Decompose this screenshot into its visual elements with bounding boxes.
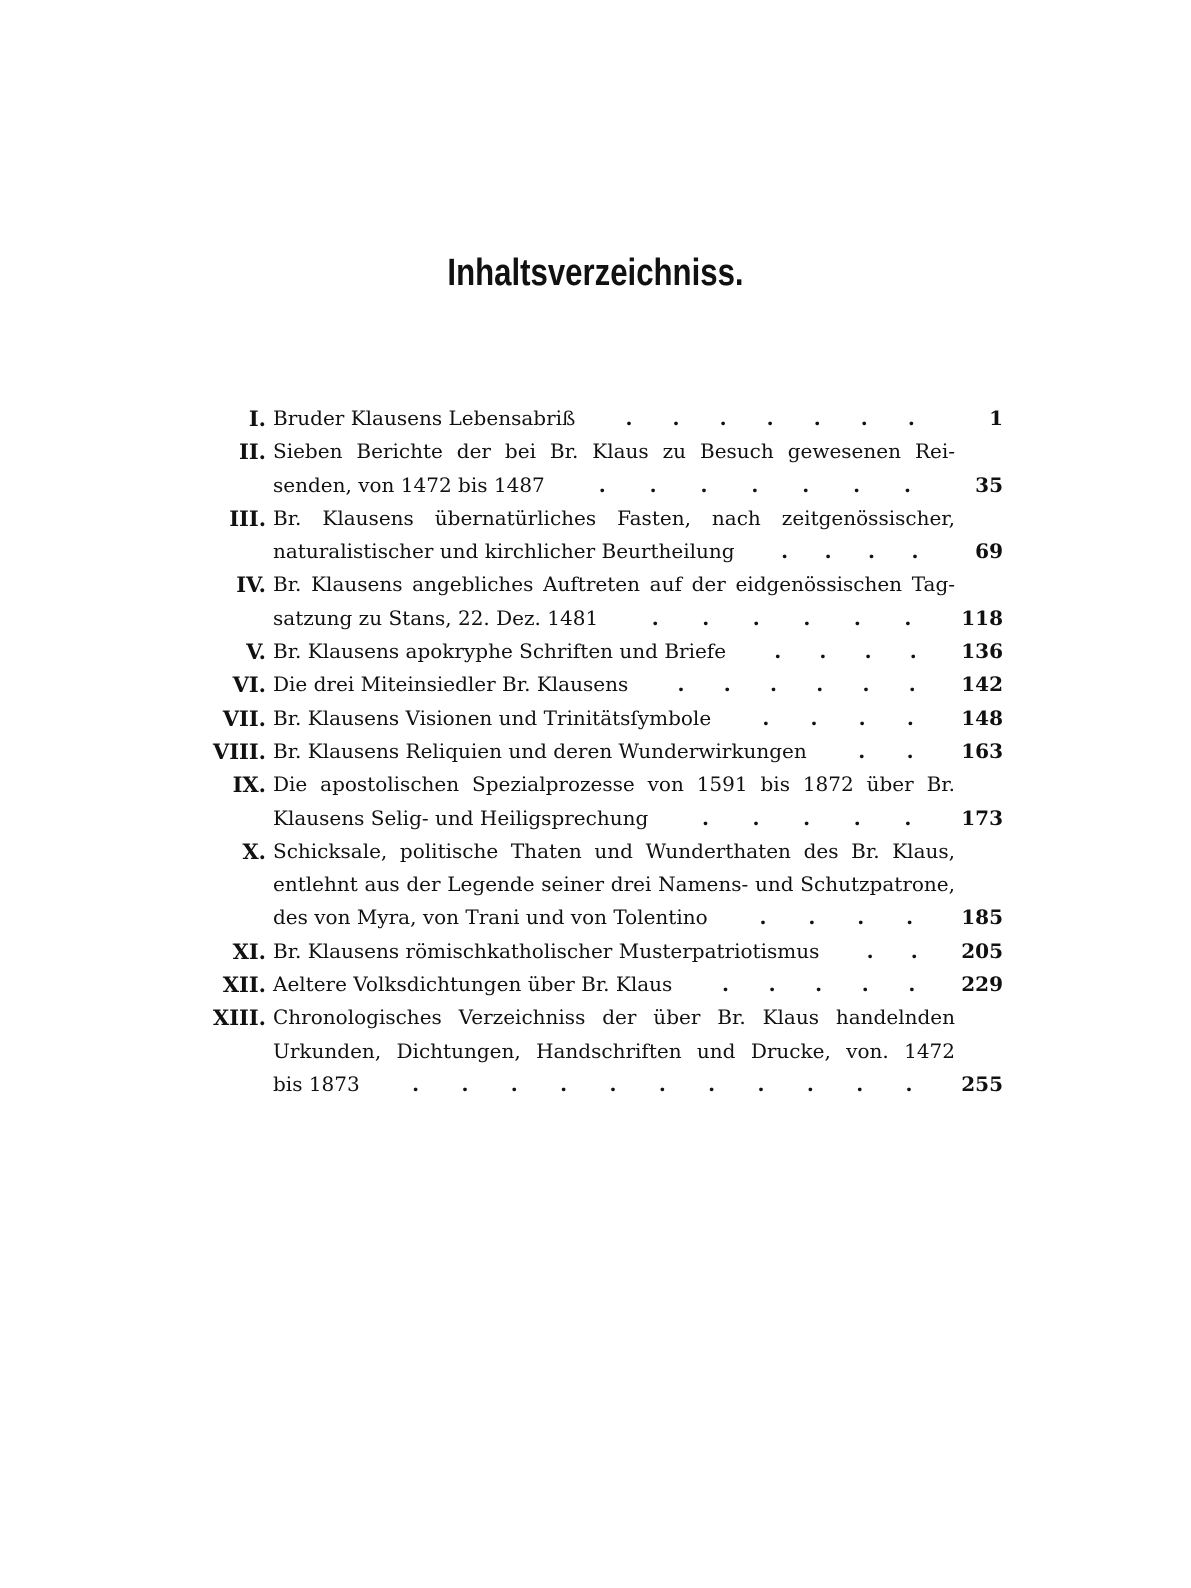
chapter-title-last-line: [273, 901, 955, 934]
toc-line: [200, 469, 1030, 502]
toc-line: [200, 868, 1030, 901]
toc-entry: [200, 402, 1030, 435]
chapter-title-line: senden, von 1472 bis 1487: [273, 472, 545, 497]
page-number: 118: [961, 605, 1003, 630]
page-number: 142: [961, 672, 1003, 697]
chapter-numeral: X.: [242, 838, 266, 864]
toc-line: [200, 735, 1030, 768]
toc-line: [200, 602, 1030, 635]
chapter-numeral: I.: [248, 406, 266, 431]
chapter-title-line: Br. Klausens apokryphe Schriften und Briefe: [273, 639, 727, 664]
chapter-title-line: naturalistischer und kirchlicher Beurtheilung: [273, 539, 735, 564]
chapter-title-line: Sieben Berichte der bei Br. Klaus zu Besuch gewesenen Rei-: [273, 439, 955, 464]
dot-leader: . . . . . . .: [598, 472, 912, 497]
chapter-numeral: II.: [239, 439, 266, 465]
chapter-title-line: Br. Klausens angebliches Auftreten auf der eidgenössischen Tag-: [273, 572, 955, 597]
toc-entry: [200, 835, 1030, 935]
toc-entry: [200, 635, 1030, 668]
chapter-numeral: XI.: [232, 938, 266, 964]
chapter-title-line: Br. Klausens übernatürliches Fasten, nach zeitgenössischer,: [273, 505, 955, 530]
toc-line: [200, 802, 1030, 835]
page-number: 69: [975, 539, 1003, 564]
toc-entry: [200, 702, 1030, 735]
dot-leader: . . . .: [759, 905, 914, 930]
toc-line: [200, 402, 1030, 435]
toc-entry: [200, 568, 1030, 635]
toc-line: [200, 901, 1030, 934]
chapter-title-line: des von Myra, von Trani und von Tolentino: [273, 905, 708, 930]
toc-line: [200, 635, 1030, 668]
page-number: 255: [961, 1071, 1003, 1096]
dot-leader: . . . . .: [721, 972, 916, 997]
chapter-numeral: XIII.: [212, 1005, 266, 1031]
chapter-numeral: VII.: [222, 705, 266, 731]
chapter-title-line: Aeltere Volksdichtungen über Br. Klaus: [273, 972, 673, 997]
toc-line: [200, 768, 1030, 801]
chapter-title-last-line: [273, 668, 955, 701]
table-of-contents: [200, 402, 1030, 1101]
toc-line: [200, 1068, 1030, 1101]
chapter-numeral: IV.: [236, 572, 266, 598]
chapter-title-line: Br. Klausens Visionen und Trinitätsſymbole: [273, 705, 712, 730]
dot-leader: . . . . . .: [677, 672, 916, 697]
page-number: 136: [961, 639, 1003, 664]
dot-leader: . . . .: [774, 639, 917, 664]
toc-line: [200, 568, 1030, 601]
page-number: 35: [975, 472, 1003, 497]
dot-leader: . . . . . . . . . . .: [412, 1071, 913, 1096]
toc-entry: [200, 768, 1030, 835]
chapter-title-line: Die drei Miteinsiedler Br. Klausens: [273, 672, 629, 697]
toc-line: [200, 668, 1030, 701]
chapter-numeral: III.: [229, 505, 266, 531]
chapter-title-last-line: [273, 702, 955, 735]
chapter-title-last-line: [273, 535, 955, 568]
toc-entry: [200, 1001, 1030, 1101]
dot-leader: . .: [866, 938, 918, 963]
chapter-numeral: V.: [246, 639, 266, 665]
chapter-numeral: IX.: [232, 772, 266, 798]
chapter-title-line: Br. Klausens Reliquien und deren Wunderwirkungen: [273, 738, 807, 763]
dot-leader: . . . . . . .: [625, 406, 915, 430]
page-number: 163: [961, 738, 1003, 763]
chapter-numeral: VIII.: [212, 738, 266, 764]
page-number: 1: [989, 406, 1003, 430]
chapter-title-last-line: [273, 935, 955, 968]
toc-entry: [200, 502, 1030, 569]
dot-leader: . . . .: [762, 705, 914, 730]
chapter-title-line: Chronologisches Verzeichniss der über Br. Klaus handelnden: [273, 1005, 955, 1030]
toc-entry: [200, 435, 1030, 502]
page-number: 148: [961, 705, 1003, 730]
chapter-title-line: Die apostolischen Spezialprozesse von 1591 bis 1872 über Br.: [273, 772, 955, 797]
chapter-title-last-line: [273, 968, 955, 1001]
page-number: 229: [961, 972, 1003, 997]
toc-line: [200, 1001, 1030, 1034]
page-number: 205: [961, 938, 1003, 963]
toc-line: [200, 835, 1030, 868]
toc-entry: [200, 935, 1030, 968]
chapter-title-line: Bruder Klausens Lebensabriß: [273, 406, 576, 430]
toc-entry: [200, 735, 1030, 768]
toc-line: [200, 935, 1030, 968]
chapter-title-last-line: [273, 735, 955, 768]
toc-line: [200, 1035, 1030, 1068]
page-number: 185: [961, 905, 1003, 930]
toc-line: [200, 435, 1030, 468]
chapter-title-last-line: [273, 469, 955, 502]
chapter-title-line: Schicksale, politische Thaten und Wunderthaten des Br. Klaus,: [273, 838, 955, 863]
chapter-numeral: XII.: [222, 972, 266, 998]
dot-leader: . . . . . .: [651, 605, 912, 630]
chapter-title-last-line: [273, 402, 955, 435]
dot-leader: . . . . .: [701, 805, 912, 830]
chapter-title-last-line: [273, 1068, 955, 1101]
toc-entry: [200, 968, 1030, 1001]
chapter-title-line: satzung zu Stans, 22. Dez. 1481: [273, 605, 599, 630]
toc-line: [200, 968, 1030, 1001]
toc-entry: [200, 668, 1030, 701]
chapter-title-last-line: [273, 602, 955, 635]
toc-line: [200, 702, 1030, 735]
page-number: 173: [961, 805, 1003, 830]
toc-line: [200, 535, 1030, 568]
chapter-title-last-line: [273, 635, 955, 668]
chapter-title-line: Urkunden, Dichtungen, Handschriften und Drucke, von. 1472: [273, 1038, 955, 1063]
page-title: Inhaltsverzeichniss.: [447, 252, 744, 294]
chapter-title-line: Klausens Selig- und Heiligsprechung: [273, 805, 649, 830]
chapter-title-line: bis 1873: [273, 1071, 360, 1096]
dot-leader: . . . .: [781, 539, 919, 564]
dot-leader: . .: [858, 738, 914, 763]
chapter-title-line: entlehnt aus der Legende seiner drei Namens- und Schutzpatrone,: [273, 872, 955, 897]
chapter-numeral: VI.: [232, 672, 266, 698]
toc-line: [200, 502, 1030, 535]
chapter-title-last-line: [273, 802, 955, 835]
chapter-title-line: Br. Klausens römischkatholischer Musterpatriotismus: [273, 938, 820, 963]
